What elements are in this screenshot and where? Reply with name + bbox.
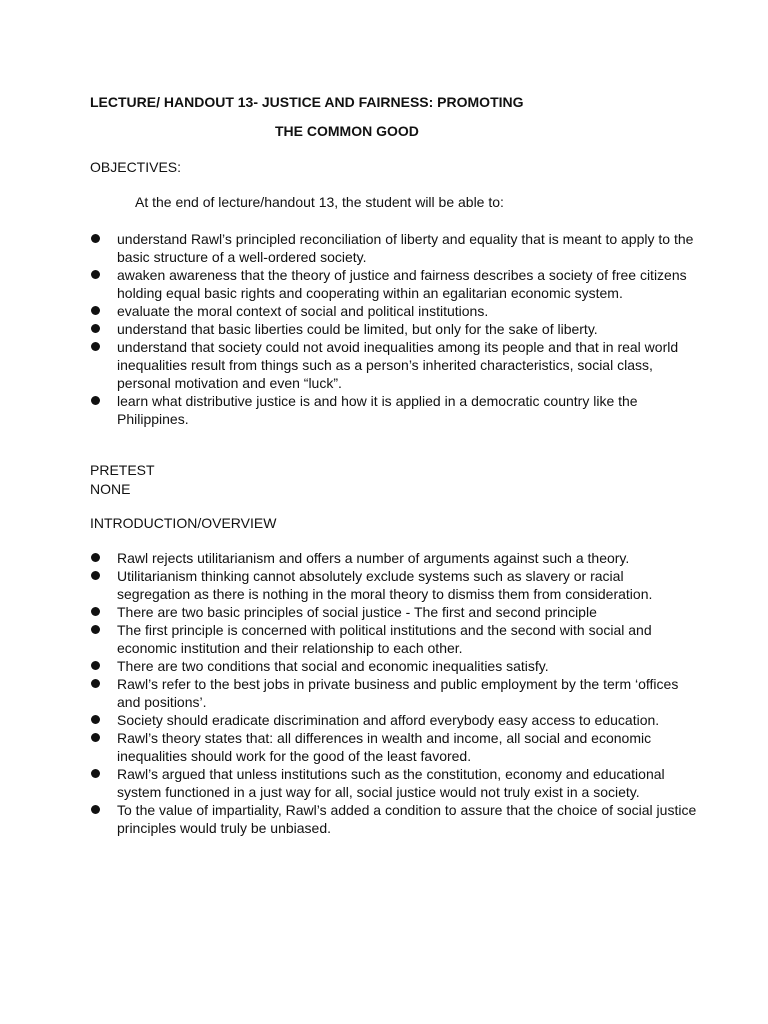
bullet-icon — [91, 571, 100, 580]
list-item-text: The first principle is concerned with political institutions and the second with social and economic institution and their relationship to each other. — [117, 622, 652, 656]
list-item-text: understand that basic liberties could be limited, but only for the sake of liberty. — [117, 321, 598, 337]
list-item — [90, 549, 700, 567]
objectives-heading: OBJECTIVES: — [90, 159, 182, 175]
list-item — [90, 320, 700, 338]
bullet-icon — [91, 342, 100, 351]
bullet-icon — [91, 769, 100, 778]
bullet-icon — [91, 553, 100, 562]
list-item-text: Rawl rejects utilitarianism and offers a number of arguments against such a theory. — [117, 550, 630, 566]
list-item — [90, 729, 700, 765]
introduction-list — [90, 549, 700, 837]
list-item-text: understand that society could not avoid inequalities among its people and that in real world inequalities result from things such as a person’s inherited characteristics, social class, personal motivation and even “luck”. — [117, 339, 679, 391]
list-item — [90, 230, 700, 266]
bullet-icon — [91, 733, 100, 742]
bullet-icon — [91, 607, 100, 616]
document-title-line-1: LECTURE/ HANDOUT 13- JUSTICE AND FAIRNESS: PROMOTING — [90, 94, 524, 110]
bullet-icon — [91, 625, 100, 634]
list-item-text: There are two conditions that social and economic inequalities satisfy. — [117, 658, 549, 674]
bullet-icon — [91, 234, 100, 243]
list-item — [90, 765, 700, 801]
pretest-heading: PRETEST — [90, 462, 155, 478]
list-item-text: awaken awareness that the theory of justice and fairness describes a society of free citizens holding equal basic rights and cooperating within an egalitarian economic system. — [117, 267, 687, 301]
list-item-text: learn what distributive justice is and how it is applied in a democratic country like the Philippines. — [117, 393, 638, 427]
objectives-intro: At the end of lecture/handout 13, the student will be able to: — [135, 194, 504, 210]
list-item — [90, 657, 700, 675]
list-item — [90, 621, 700, 657]
list-item-text: understand Rawl’s principled reconciliation of liberty and equality that is meant to apply to the basic structure of a well-ordered society. — [117, 231, 694, 265]
objectives-list — [90, 230, 700, 428]
introduction-heading: INTRODUCTION/OVERVIEW — [90, 515, 277, 531]
list-item-text: Rawl’s refer to the best jobs in private business and public employment by the term ‘offices and positions’. — [117, 676, 679, 710]
list-item — [90, 392, 700, 428]
bullet-icon — [91, 306, 100, 315]
list-item — [90, 302, 700, 320]
list-item-text: To the value of impartiality, Rawl’s added a condition to assure that the choice of social justice principles would truly be unbiased. — [117, 802, 697, 836]
bullet-icon — [91, 715, 100, 724]
list-item — [90, 711, 700, 729]
bullet-icon — [91, 805, 100, 814]
list-item-text: Society should eradicate discrimination and afford everybody easy access to education. — [117, 712, 660, 728]
list-item — [90, 675, 700, 711]
bullet-icon — [91, 679, 100, 688]
list-item-text: There are two basic principles of social justice - The first and second principle — [117, 604, 597, 620]
list-item-text: evaluate the moral context of social and political institutions. — [117, 303, 489, 319]
document-title-line-2: THE COMMON GOOD — [275, 123, 419, 139]
list-item-text: Rawl’s argued that unless institutions such as the constitution, economy and educational system functioned in a just way for all, social justice would not truly exist in a society. — [117, 766, 665, 800]
list-item — [90, 603, 700, 621]
bullet-icon — [91, 396, 100, 405]
list-item — [90, 801, 700, 837]
pretest-value: NONE — [90, 481, 131, 497]
list-item — [90, 567, 700, 603]
list-item-text: Utilitarianism thinking cannot absolutely exclude systems such as slavery or racial segregation as there is nothing in the moral theory to dismiss them from consideration. — [117, 568, 653, 602]
bullet-icon — [91, 324, 100, 333]
list-item — [90, 266, 700, 302]
list-item-text: Rawl’s theory states that: all differences in wealth and income, all social and economic inequalities should work for the good of the least favored. — [117, 730, 652, 764]
list-item — [90, 338, 700, 392]
bullet-icon — [91, 661, 100, 670]
bullet-icon — [91, 270, 100, 279]
